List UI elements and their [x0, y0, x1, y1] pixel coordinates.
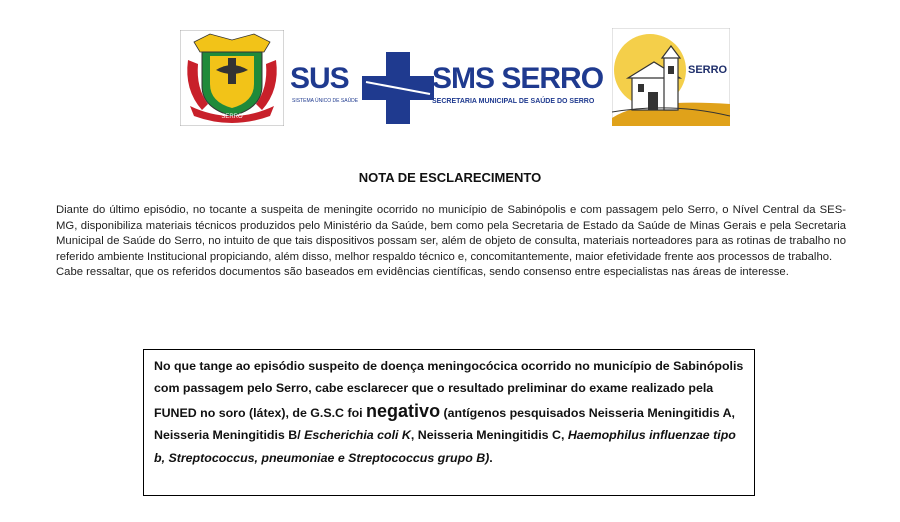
svg-text:SERRO: SERRO	[221, 114, 243, 120]
notice-text-part3: , Neisseria Meningitidis C,	[410, 428, 568, 443]
notice-text-part2: (antígenos pesquisados Neisseria Meningitidis A, Neisseria Meningitidis B/	[154, 405, 735, 443]
serro-church-logo	[612, 28, 730, 126]
notice-box	[143, 349, 755, 496]
serro-logo-word: SERRO	[688, 64, 728, 76]
sus-sms-serro-logo	[290, 52, 615, 128]
document-body	[56, 203, 846, 281]
church-icon	[612, 28, 730, 126]
antigen-list-italic: Haemophilus influenzae tipo b, Streptococcus, pneumoniae e Streptococcus grupo B)	[154, 428, 736, 465]
letterhead	[0, 28, 900, 128]
paragraph-intro: Diante do último episódio, no tocante a suspeita de meningite ocorrido no município de Sabinópolis e com passagem pelo Serro, o Nível Central da SES- MG, disponibiliza materiais técnicos produzidos pelo Ministério da Saúde, bem como pela Secretaria de Estado da Saúde de Minas Gerais e pela Secretaria Municipal de Saúde do Serro, no intuito de que tais dispositivos possam ser, além de objeto de consulta, materiais norteadores para as rotinas de trabalho no referido ambiente Institucional propiciando, além disso, melhor respaldo técnico e, concomitantemente, maior efetividade frente aos processos de trabalho.	[56, 204, 846, 263]
document-title: NOTA DE ESCLARECIMENTO	[358, 170, 542, 185]
sus-logo-subtitle: SISTEMA ÚNICO DE SAÚDE	[292, 98, 359, 104]
notice-text-part4: .	[489, 450, 493, 465]
paragraph-evidence: Cabe ressaltar, que os referidos documentos são baseados em evidências científicas, sendo consenso entre especialistas nas áreas de interesse.	[56, 266, 789, 278]
sus-logo-text: SUS	[290, 62, 349, 95]
antigen-ecoli: Escherichia coli K	[304, 428, 411, 443]
sms-serro-logo-text: SMS SERRO	[432, 62, 604, 95]
notice-text-part1: No que tange ao episódio suspeito de doença meningocócica ocorrido no município de Sabinópolis com passagem pelo Serro, cabe esclarecer que o resultado preliminar do exame realizado pela FUNED no soro (látex), de G.S.C foi	[154, 359, 744, 420]
serro-coat-of-arms-icon	[180, 30, 284, 126]
health-cross-icon	[362, 52, 434, 124]
result-negative: negativo	[366, 400, 441, 421]
sms-serro-logo-subtitle: SECRETARIA MUNICIPAL DE SAÚDE DO SERRO	[432, 98, 595, 105]
